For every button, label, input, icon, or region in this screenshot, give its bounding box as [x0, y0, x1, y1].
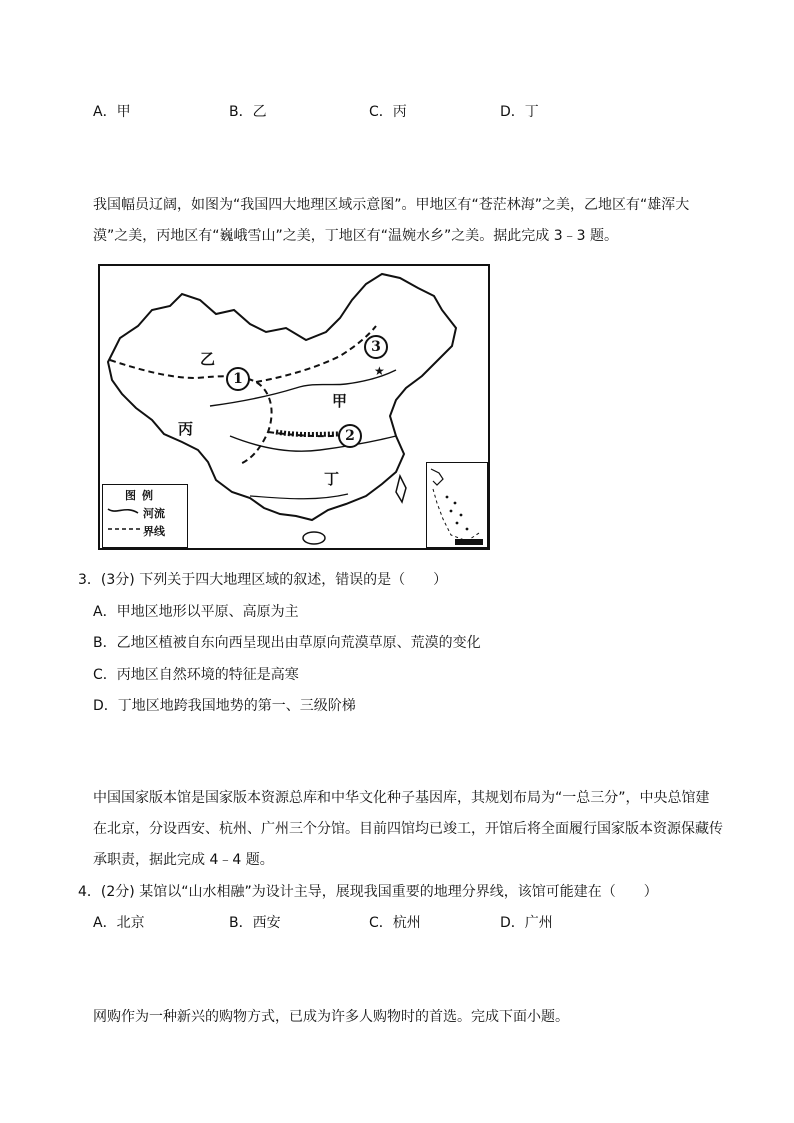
- q3-option-b: B．乙地区植被自东向西呈现出由草原向荒漠草原、荒漠的变化: [93, 635, 481, 651]
- q3-option-d: D．丁地区地跨我国地势的第一、三级阶梯: [93, 698, 356, 714]
- q3-option-c: C．丙地区自然环境的特征是高寒: [93, 667, 299, 683]
- intro1-line-2: 漠”之美，丙地区有“巍峨雪山”之美，丁地区有“温婉水乡”之美。据此完成 3﹣3 题。: [93, 228, 618, 244]
- intro-paragraph-shopping: [93, 1002, 733, 1033]
- legend-title: 图例: [125, 489, 159, 502]
- intro2-line-1: 中国国家版本馆是国家版本资源总库和中华文化种子基因库，其规划布局为“一总三分”，中央总馆建: [93, 790, 710, 806]
- marker-2: 2: [338, 424, 362, 448]
- q2-option-c: C．丙: [369, 104, 407, 120]
- q2-option-a: A．甲: [93, 104, 131, 120]
- region-label-yi: 乙: [200, 350, 216, 368]
- q2-option-b: B．乙: [229, 104, 267, 120]
- intro1-line-1: 我国幅员辽阔，如图为“我国四大地理区域示意图”。甲地区有“苍茫林海”之美，乙地区有“雄浑大: [93, 197, 690, 213]
- marker-3: 3: [364, 335, 388, 359]
- q2-option-d: D．丁: [500, 104, 539, 120]
- intro-paragraph-library: [93, 783, 733, 876]
- capital-star-icon: ★: [374, 364, 385, 378]
- intro2-line-2: 在北京，分设西安、杭州、广州三个分馆。目前四馆均已竣工，开馆后将全面履行国家版本资源保藏传: [93, 821, 723, 837]
- inset-islands-drawing: [427, 463, 487, 547]
- q4-option-b: B．西安: [229, 915, 281, 931]
- map-legend: [102, 484, 188, 548]
- q4-stem: 4．(2分) 某馆以“山水相融”为设计主导，展现我国重要的地理分界线，该馆可能建在（ ）: [78, 884, 658, 900]
- q3-option-a: A．甲地区地形以平原、高原为主: [93, 604, 299, 620]
- south-china-sea-inset: [426, 462, 488, 548]
- q4-option-d: D．广州: [500, 915, 553, 931]
- intro3-line-1: 网购作为一种新兴的购物方式，已成为许多人购物时的首选。完成下面小题。: [93, 1009, 569, 1025]
- intro-paragraph-map: [93, 190, 733, 252]
- marker-1: 1: [226, 367, 250, 391]
- region-label-bing: 丙: [178, 420, 194, 438]
- intro2-line-3: 承职责，据此完成 4﹣4 题。: [93, 852, 274, 868]
- china-regions-map: [98, 264, 490, 550]
- legend-boundary-label: 界线: [143, 525, 165, 538]
- q4-option-a: A．北京: [93, 915, 145, 931]
- region-label-jia: 甲: [332, 392, 348, 410]
- q3-stem: 3．(3分) 下列关于四大地理区域的叙述，错误的是（ ）: [78, 572, 448, 588]
- region-label-ding: 丁: [324, 470, 340, 488]
- legend-river-label: 河流: [143, 507, 165, 520]
- q4-option-c: C．杭州: [369, 915, 421, 931]
- legend-symbols: [106, 503, 142, 543]
